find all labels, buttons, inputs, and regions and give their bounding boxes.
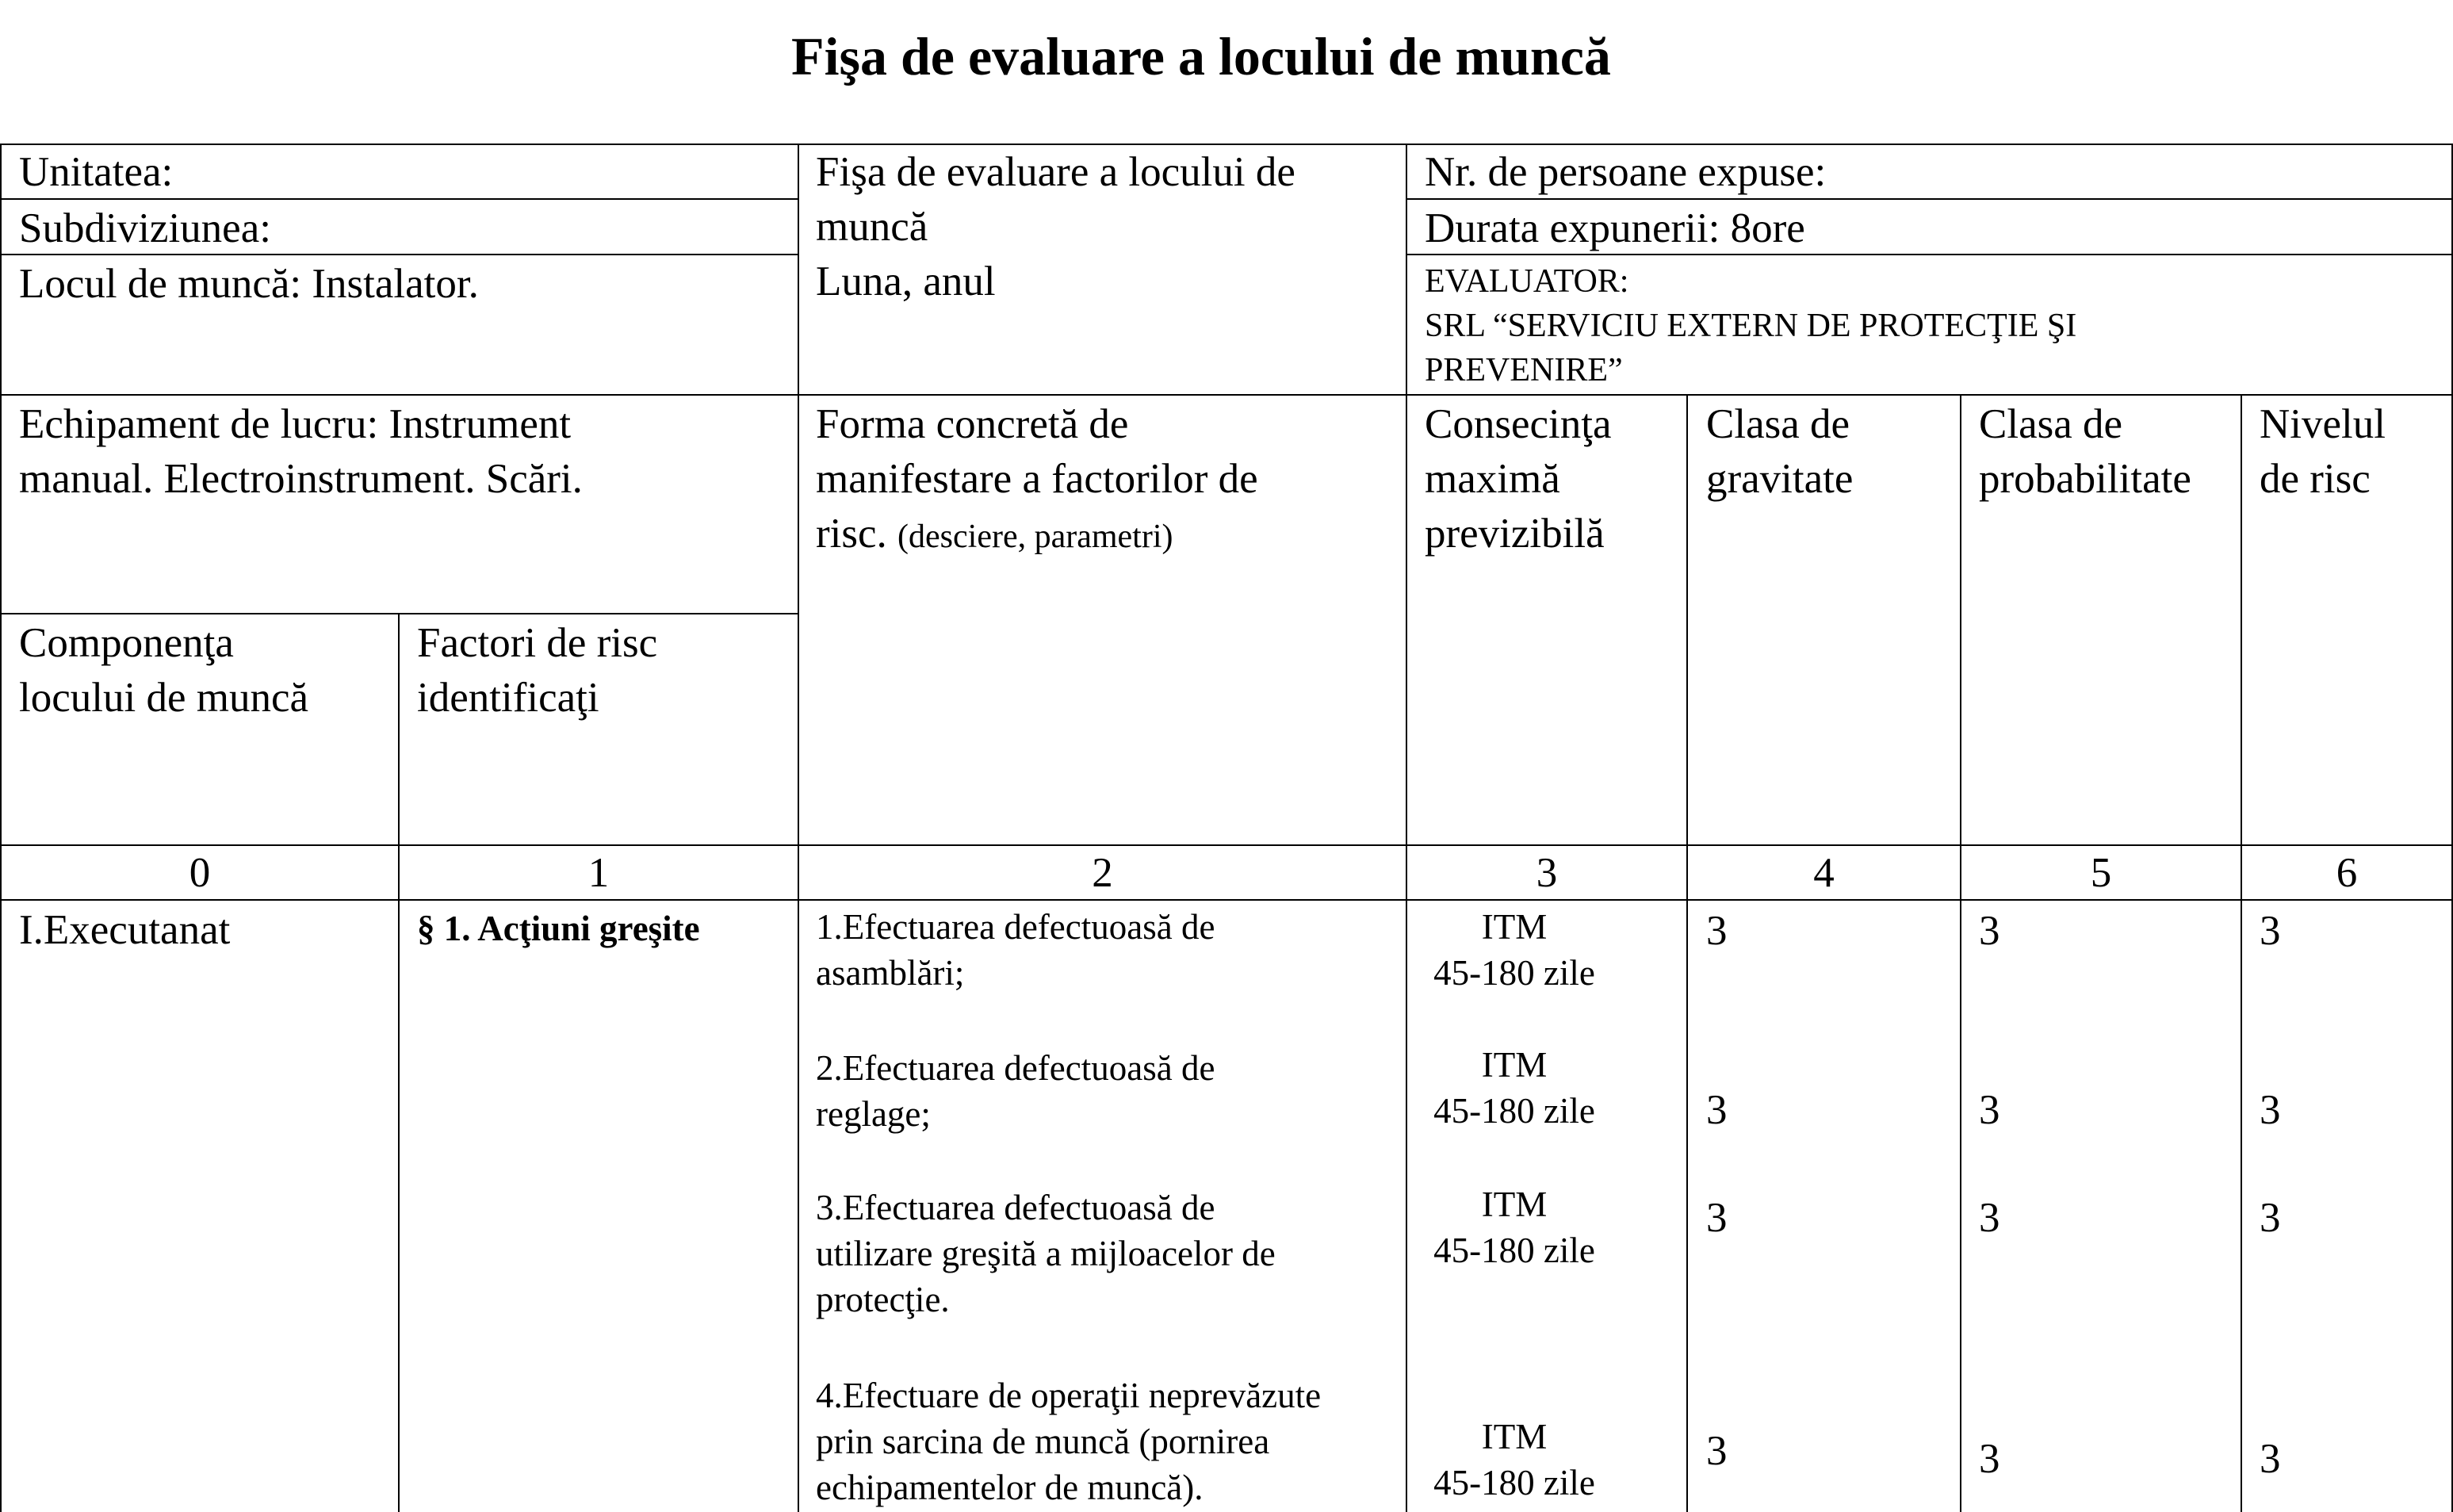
- risk-row-1-text: 1.Efectuarea defectuoasă de asamblări;: [816, 907, 1215, 993]
- row-divider: [0, 613, 799, 614]
- risk-row-1-probability: 3: [1979, 908, 2000, 954]
- equipment-header: Echipament de lucru: Instrument manual. Electroinstrument. Scări.: [19, 401, 583, 502]
- evaluator-label: EVALUATOR:: [1425, 263, 1629, 300]
- unitatea-field: Unitatea:: [19, 149, 174, 195]
- fisa-title-line2: muncă: [816, 204, 928, 250]
- column-number-1: 1: [587, 850, 610, 896]
- subdiviziunea-field: Subdiviziunea:: [19, 205, 271, 251]
- column-divider: [1686, 394, 1688, 1512]
- consequence-type: ITM: [1481, 1417, 1548, 1456]
- probability-header: Clasa de probabilitate: [1979, 401, 2191, 502]
- row-divider: [0, 394, 2453, 396]
- risk-row-1-severity: 3: [1706, 908, 1728, 954]
- locul-de-munca-field: Locul de muncă: Instalator.: [19, 261, 479, 307]
- consequence-type: ITM: [1481, 1045, 1548, 1085]
- risk-row-3-severity: 3: [1706, 1195, 1728, 1241]
- column-number-5: 5: [2090, 850, 2112, 896]
- column-number-3: 3: [1536, 850, 1558, 896]
- risk-row-1-consequence: [1425, 904, 1604, 996]
- consequence-duration: 45-180 zile: [1433, 1463, 1595, 1502]
- risk-row-2-severity: 3: [1706, 1087, 1728, 1133]
- column-number-2: 2: [1092, 850, 1113, 896]
- consequence-type: ITM: [1481, 907, 1548, 947]
- consequence-duration: 45-180 zile: [1433, 1231, 1595, 1270]
- nr-persoane-field: Nr. de persoane expuse:: [1425, 149, 1827, 195]
- risk-factors-header: Factori de risc identificaţi: [417, 620, 658, 721]
- risk-form-note: (desciere, parametri): [897, 519, 1173, 555]
- risk-row-4-consequence: [1425, 1414, 1604, 1506]
- consequence-header: Consecinţa maximă previzibilă: [1425, 401, 1612, 557]
- risk-row-2-probability: 3: [1979, 1087, 2000, 1133]
- consequence-type: ITM: [1481, 1185, 1548, 1224]
- risk-row-4-probability: 3: [1979, 1436, 2000, 1482]
- column-divider: [2241, 394, 2242, 1512]
- workplace-component: I.Executanat: [19, 907, 231, 953]
- luna-anul-field: Luna, anul: [816, 258, 996, 304]
- risk-row-3-level: 3: [2260, 1195, 2281, 1241]
- risk-form-header: [816, 397, 1258, 565]
- column-number-0: 0: [189, 850, 211, 896]
- consequence-duration: 45-180 zile: [1433, 953, 1595, 993]
- risk-row-2-consequence: [1425, 1042, 1604, 1134]
- risk-row-3-probability: 3: [1979, 1195, 2000, 1241]
- risk-row-4-text: 4.Efectuare de operaţii neprevăzute prin sarcina de muncă (pornirea echipamentelor de muncă).: [816, 1376, 1322, 1507]
- page-title: Fişa de evaluare a locului de muncă: [791, 26, 1611, 86]
- evaluator-name-line2: PREVENIRE”: [1425, 352, 1623, 389]
- risk-row-2-text: 2.Efectuarea defectuoasă de reglage;: [816, 1048, 1215, 1134]
- column-divider: [398, 613, 400, 1512]
- risk-form-main: Forma concretă de manifestare a factorilor de risc.: [816, 401, 1258, 557]
- risk-row-1-level: 3: [2260, 908, 2281, 954]
- evaluator-name-line1: SRL “SERVICIU EXTERN DE PROTECŢIE ŞI: [1425, 308, 2077, 344]
- column-number-4: 4: [1813, 850, 1835, 896]
- table-border-left: [0, 144, 2, 1512]
- risk-row-4-severity: 3: [1706, 1428, 1728, 1474]
- column-number-6: 6: [2336, 850, 2358, 896]
- column-divider: [1960, 394, 1961, 1512]
- risk-row-3-consequence: [1425, 1181, 1604, 1273]
- risk-row-4-level: 3: [2260, 1436, 2281, 1482]
- consequence-duration: 45-180 zile: [1433, 1091, 1595, 1131]
- component-header: Componenţa locului de muncă: [19, 620, 308, 721]
- risk-level-header: Nivelul de risc: [2260, 401, 2386, 502]
- durata-expunerii-field: Durata expunerii: 8ore: [1425, 205, 1805, 251]
- severity-header: Clasa de gravitate: [1706, 401, 1854, 502]
- column-divider: [1406, 144, 1407, 1512]
- risk-row-3-text: 3.Efectuarea defectuoasă de utilizare greşită a mijloacelor de protecţie.: [816, 1188, 1276, 1319]
- column-divider: [798, 144, 799, 1512]
- fisa-title-line1: Fişa de evaluare a locului de: [816, 149, 1295, 195]
- risk-row-2-level: 3: [2260, 1087, 2281, 1133]
- risk-factor-group: § 1. Acţiuni greşite: [417, 909, 700, 948]
